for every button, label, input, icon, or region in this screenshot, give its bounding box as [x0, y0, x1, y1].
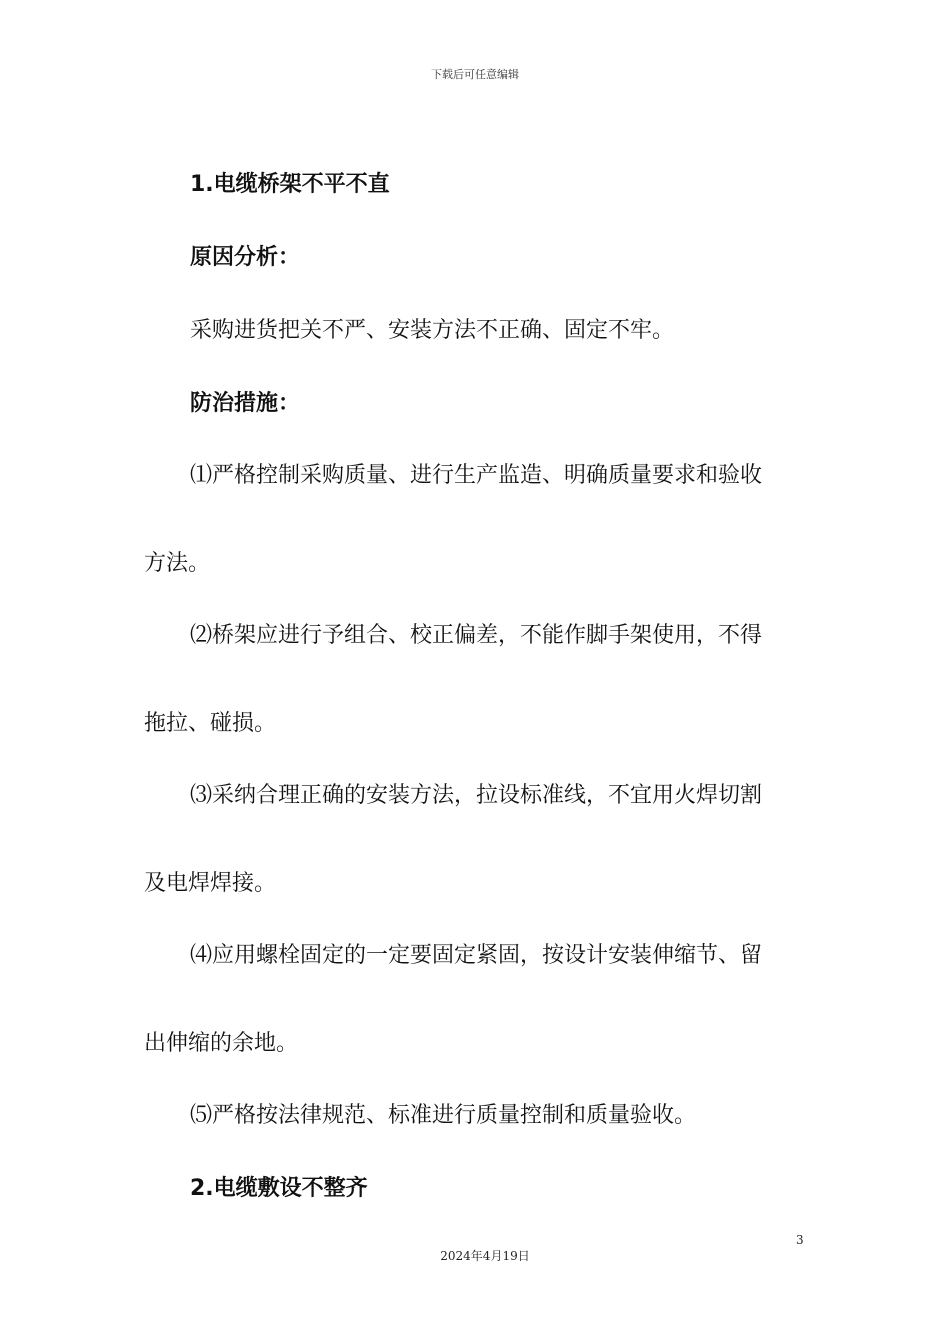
measure-1-line-1: ⑴严格控制采购质量、进行生产监造、明确质量要求和验收 — [190, 463, 763, 488]
measure-3-line-2: 及电焊焊接。 — [144, 871, 277, 896]
measure-4-line-1: ⑷应用螺栓固定的一定要固定紧固，按设计安装伸缩节、留 — [190, 943, 763, 968]
footer-date: 2024年4月19日 — [440, 1249, 530, 1263]
page-number: 3 — [796, 1233, 804, 1247]
measure-5-line-1: ⑸严格按法律规范、标准进行质量控制和质量验收。 — [190, 1103, 697, 1128]
header-note: 下载后可任意编辑 — [431, 68, 519, 81]
measure-2-line-1: ⑵桥架应进行予组合、校正偏差，不能作脚手架使用，不得 — [190, 623, 763, 648]
measure-4-line-2: 出伸缩的余地。 — [144, 1031, 299, 1056]
measures-heading: 防治措施： — [190, 391, 301, 416]
measure-2-line-2: 拖拉、碰损。 — [144, 711, 277, 736]
cause-text: 采购进货把关不严、安装方法不正确、固定不牢。 — [190, 318, 675, 343]
measure-1-line-2: 方法。 — [144, 551, 211, 576]
measure-3-line-1: ⑶采纳合理正确的安装方法，拉设标准线，不宜用火焊切割 — [190, 783, 763, 808]
section-2-title: 2.电缆敷设不整齐 — [190, 1176, 368, 1201]
section-1-title: 1.电缆桥架不平不直 — [190, 172, 390, 197]
cause-heading: 原因分析： — [190, 245, 301, 270]
